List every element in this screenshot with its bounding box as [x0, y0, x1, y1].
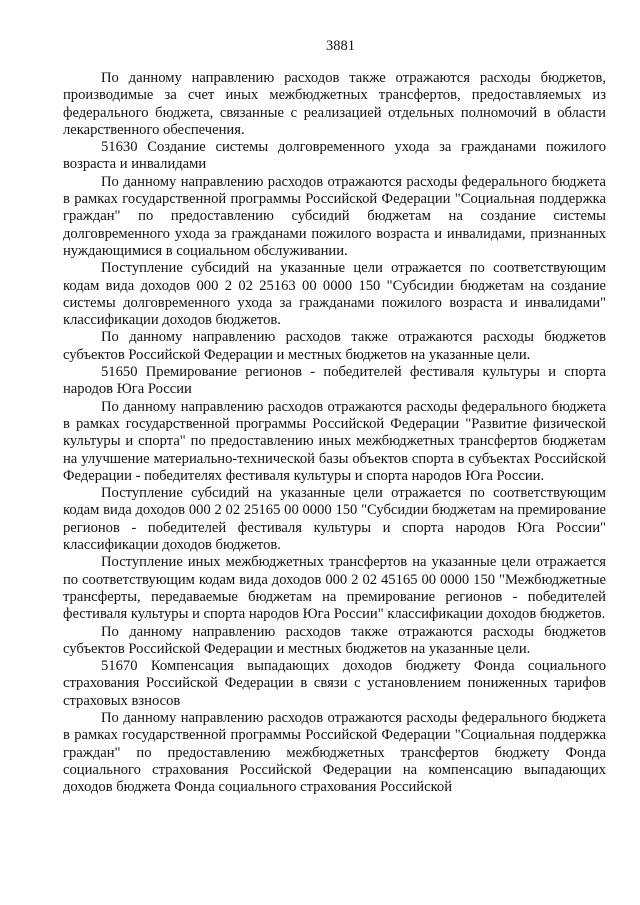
paragraph-51650-expenses: По данному направлению расходов отражаются расходы федерального бюджета в рамках государственной программы Российской Федерации "Развитие физической культуры и спорта" по предоставлению иных межбюджетных трансфертов бюджетам на улучшение материально-технической базы объектов спорта в субъектах Российской Федерации - победителях фестиваля культуры и спорта народов Юга России.: [63, 398, 606, 484]
page-number: 3881: [326, 38, 355, 54]
paragraph-51630-regional: По данному направлению расходов также отражаются расходы бюджетов субъектов Российской Федерации и местных бюджетов на указанные цели.: [63, 329, 606, 363]
paragraph-51650-regional: По данному направлению расходов также отражаются расходы бюджетов субъектов Российской Федерации и местных бюджетов на указанные цели.: [63, 623, 606, 657]
heading-51630: 51630 Создание системы долговременного ухода за гражданами пожилого возраста и инвалидами: [63, 139, 606, 173]
paragraph-51630-expenses: По данному направлению расходов отражаются расходы федерального бюджета в рамках государственной программы Российской Федерации "Социальная поддержка граждан" по предоставлению субсидий бюджетам на создание системы долговременного ухода за гражданами пожилого возраста и инвалидами, признанных нуждающимися в социальном обслуживании.: [63, 173, 606, 259]
paragraph-51650-transfers-income: Поступление иных межбюджетных трансфертов на указанные цели отражается по соответствующим кодам вида доходов 000 2 02 45165 00 0000 150 "Межбюджетные трансферты, передаваемые бюджетам на премирование регионов - победителей фестиваля культуры и спорта народов Юга России" классификации доходов бюджетов.: [63, 554, 606, 623]
paragraph-51670-expenses: По данному направлению расходов отражаются расходы федерального бюджета в рамках государственной программы Российской Федерации "Социальная поддержка граждан" по предоставлению межбюджетных трансфертов бюджету Фонда социального страхования Российской Федерации на компенсацию выпадающих доходов бюджета Фонда социального страхования Российской: [63, 709, 606, 796]
paragraph-51630-income: Поступление субсидий на указанные цели отражается по соответствующим кодам вида доходов 000 2 02 25163 00 0000 150 "Субсидии бюджетам на создание системы долговременного ухода за гражданами пожилого возраста и инвалидами" классификации доходов бюджетов.: [63, 260, 606, 329]
paragraph-drug-supply-transfers: По данному направлению расходов также отражаются расходы бюджетов, производимые за счет иных межбюджетных трансфертов, предоставляемых из федерального бюджета, связанные с реализацией отдельных полномочий в области лекарственного обеспечения.: [63, 70, 606, 138]
paragraph-51650-subsidies-income: Поступление субсидий на указанные цели отражается по соответствующим кодам вида доходов 000 2 02 25165 00 0000 150 "Субсидии бюджетам на премирование регионов - победителей фестиваля культуры и спорта народов Юга России" классификации доходов бюджетов.: [63, 485, 606, 554]
heading-51650: 51650 Премирование регионов - победителей фестиваля культуры и спорта народов Юга России: [63, 364, 606, 398]
heading-51670: 51670 Компенсация выпадающих доходов бюджету Фонда социального страхования Российской Федерации в связи с установлением пониженных тарифов страховых взносов: [63, 658, 606, 709]
